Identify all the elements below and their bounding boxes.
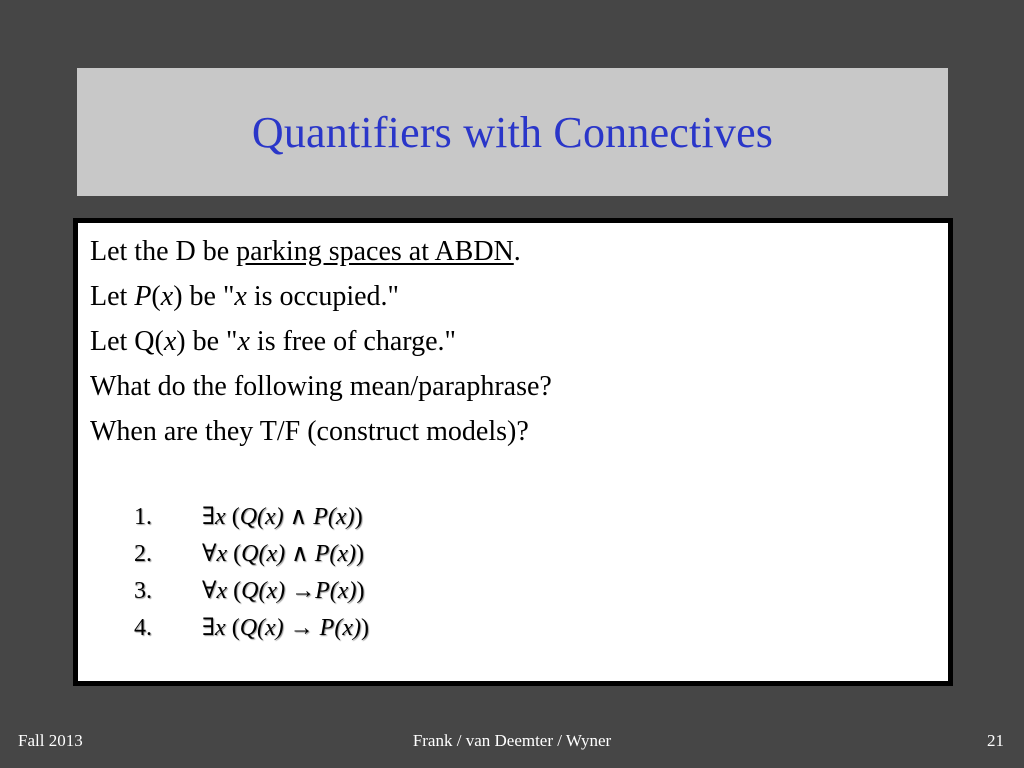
paren: ) (360, 615, 369, 641)
argument: (x) (327, 504, 355, 530)
predicate-q: Q (239, 504, 258, 530)
line-question-truth: When are they T/F (construct models)? (90, 416, 529, 447)
text: is occupied." (246, 281, 399, 312)
line-domain-prefix: Let the D be (90, 236, 237, 267)
variable: x (215, 615, 226, 641)
formula-item (134, 610, 369, 647)
argument: (x) (257, 615, 284, 641)
variable: x (216, 541, 228, 567)
text: ) be " (173, 281, 235, 312)
quantifier: ∀ (202, 541, 217, 567)
slide-number: 21 (987, 731, 1004, 750)
slide-title: Quantifiers with Connectives (251, 107, 774, 157)
formula-item (134, 536, 369, 573)
quantifier: ∀ (202, 578, 217, 604)
predicate-q: Q (241, 541, 259, 567)
predicate-q: Q (239, 615, 258, 641)
connective: ∧ (283, 504, 314, 530)
formula-number: 4. (134, 615, 152, 641)
formula-item (134, 499, 369, 536)
quantifier: ∃ (202, 504, 216, 530)
text: ) be " (176, 326, 238, 357)
paren: ( (225, 504, 240, 530)
variable: x (160, 281, 174, 312)
argument: (x) (329, 578, 357, 604)
variable: x (215, 504, 226, 530)
text: Let (90, 281, 135, 312)
paren: ) (354, 504, 363, 530)
argument: (x) (334, 615, 361, 641)
paren: ( (227, 578, 242, 604)
connective: → (283, 615, 320, 641)
line-question-meaning: What do the following mean/paraphrase? (90, 371, 552, 402)
predicate-p: P (313, 504, 328, 530)
title-box (77, 68, 948, 196)
predicate-p: P (314, 541, 330, 567)
connective: ∧ (285, 541, 315, 567)
predicate-p: P (315, 578, 330, 604)
formula-body (202, 536, 364, 573)
domain-underlined: parking spaces at ABDN (236, 236, 514, 267)
formula-number: 2. (134, 541, 152, 567)
formula-number: 3. (134, 578, 152, 604)
paren: ) (356, 541, 365, 567)
variable: x (234, 281, 247, 312)
paren: ( (227, 541, 242, 567)
line-domain (90, 229, 930, 274)
argument: (x) (329, 541, 357, 567)
paren: ( (225, 615, 240, 641)
content-lines (90, 229, 930, 454)
argument: (x) (258, 578, 286, 604)
text: is free of charge." (249, 326, 456, 357)
variable: x (163, 326, 177, 357)
argument: (x) (258, 541, 286, 567)
variable: x (216, 578, 228, 604)
line-predicate-p (90, 274, 930, 319)
argument: (x) (257, 504, 284, 530)
text: Let Q( (90, 326, 164, 357)
formula-body (202, 573, 364, 610)
footer-date: Fall 2013 (18, 731, 83, 750)
line-predicate-q (90, 319, 930, 364)
predicate-q: Q (241, 578, 259, 604)
variable: x (237, 326, 250, 357)
formula-list (134, 499, 369, 647)
predicate-p: P (319, 615, 335, 641)
line-domain-suffix: . (513, 236, 521, 267)
content-box (73, 218, 953, 686)
predicate-p: P (134, 281, 152, 312)
formula-item (134, 573, 369, 610)
footer-authors: Frank / van Deemter / Wyner (412, 731, 612, 750)
text: ( (151, 281, 161, 312)
formula-body (202, 610, 369, 647)
connective: → (285, 578, 316, 604)
formula-body (202, 499, 363, 536)
paren: ) (356, 578, 365, 604)
formula-number: 1. (134, 504, 152, 530)
quantifier: ∃ (202, 615, 216, 641)
